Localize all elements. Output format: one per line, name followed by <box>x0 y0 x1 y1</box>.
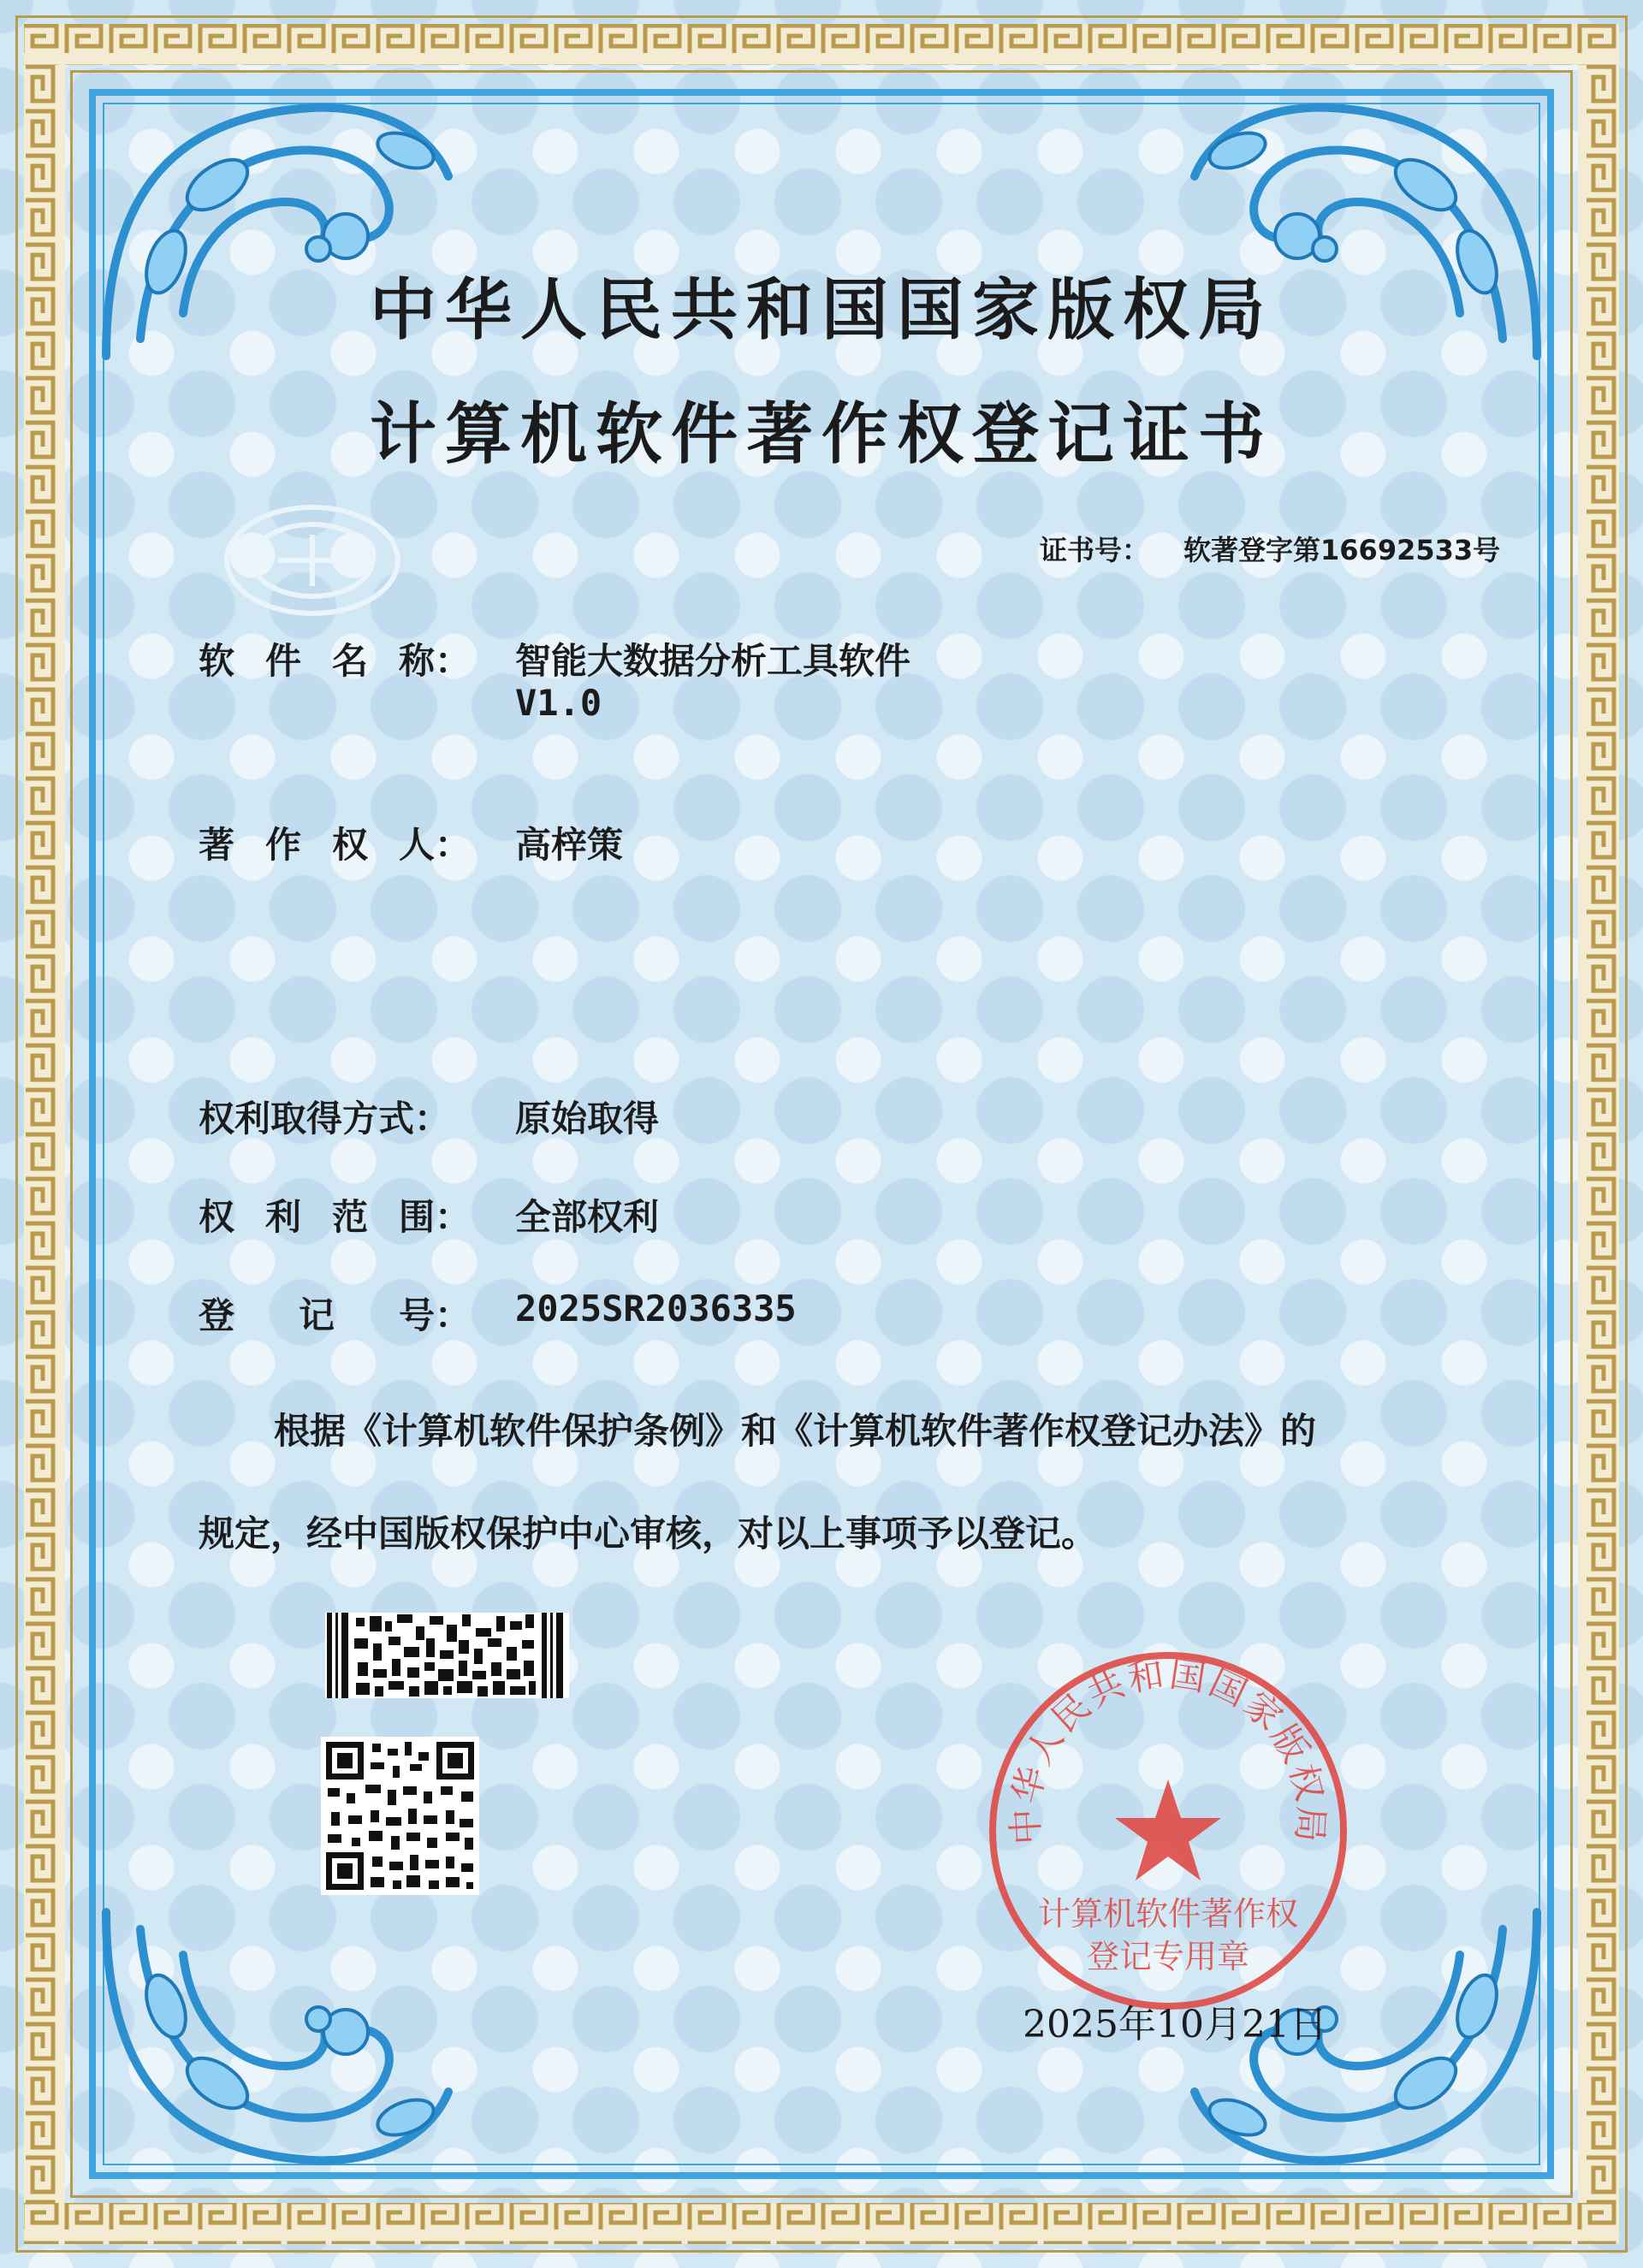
certificate-title: 计算机软件著作权登记证书 <box>369 395 1273 473</box>
label-char: 人： <box>398 824 471 866</box>
issue-date: 2025年10月21日 <box>1023 2003 1327 2046</box>
seal-star-icon <box>1115 1779 1221 1880</box>
label-char: 作 <box>264 824 301 866</box>
seal-line-1: 计算机软件著作权 <box>1037 1895 1299 1933</box>
software-name-label <box>199 633 471 684</box>
label-char: 记 <box>298 1294 335 1336</box>
label-char: 软 <box>199 640 235 682</box>
statement-line-1: 根据《计算机软件保护条例》和《计算机软件著作权登记办法》的 <box>274 1410 1317 1452</box>
qr-code <box>321 1737 479 1895</box>
label-char: 范 <box>331 1196 368 1238</box>
corner-ornament-bottom-left <box>89 1895 466 2186</box>
copyright-owner-value: 高梓策 <box>515 824 624 866</box>
copyright-owner-label <box>199 817 471 868</box>
label-char: 登 <box>199 1294 235 1336</box>
label-char: 名 <box>331 640 368 682</box>
registration-number-label <box>199 1288 471 1339</box>
registration-number-value: 2025SR2036335 <box>515 1288 797 1329</box>
statement-line-2: 规定，经中国版权保护中心审核，对以上事项予以登记。 <box>199 1513 1098 1554</box>
watermark-emblem <box>218 496 406 625</box>
label-char: 权 <box>199 1196 235 1238</box>
official-seal <box>980 1643 1356 2019</box>
rights-scope-value: 全部权利 <box>515 1196 660 1238</box>
label-char: 件 <box>264 640 301 682</box>
label-char: 围： <box>398 1196 471 1238</box>
certificate-number-label: 证书号： <box>1040 534 1150 566</box>
seal-ring-text: 中华人民共和国国家版权局 <box>1003 1652 1333 1846</box>
software-name-value: 智能大数据分析工具软件 <box>515 640 911 682</box>
label-char: 称： <box>398 640 471 682</box>
rights-scope-label <box>199 1189 471 1241</box>
certificate-title-issuer: 中华人民共和国国家版权局 <box>369 271 1273 349</box>
software-version-value: V1.0 <box>515 682 602 724</box>
certificate-number <box>1040 529 1500 568</box>
certificate-number-value: 软著登字第16692533号 <box>1183 534 1501 566</box>
acquisition-method-value: 原始取得 <box>515 1098 660 1140</box>
label-char: 利 <box>264 1196 301 1238</box>
seal-line-2: 登记专用章 <box>1086 1938 1250 1975</box>
acquisition-method-label: 权利取得方式： <box>199 1098 451 1140</box>
label-char: 号： <box>398 1294 471 1336</box>
label-char: 著 <box>199 824 235 866</box>
barcode <box>325 1613 569 1698</box>
label-char: 权 <box>331 824 368 866</box>
